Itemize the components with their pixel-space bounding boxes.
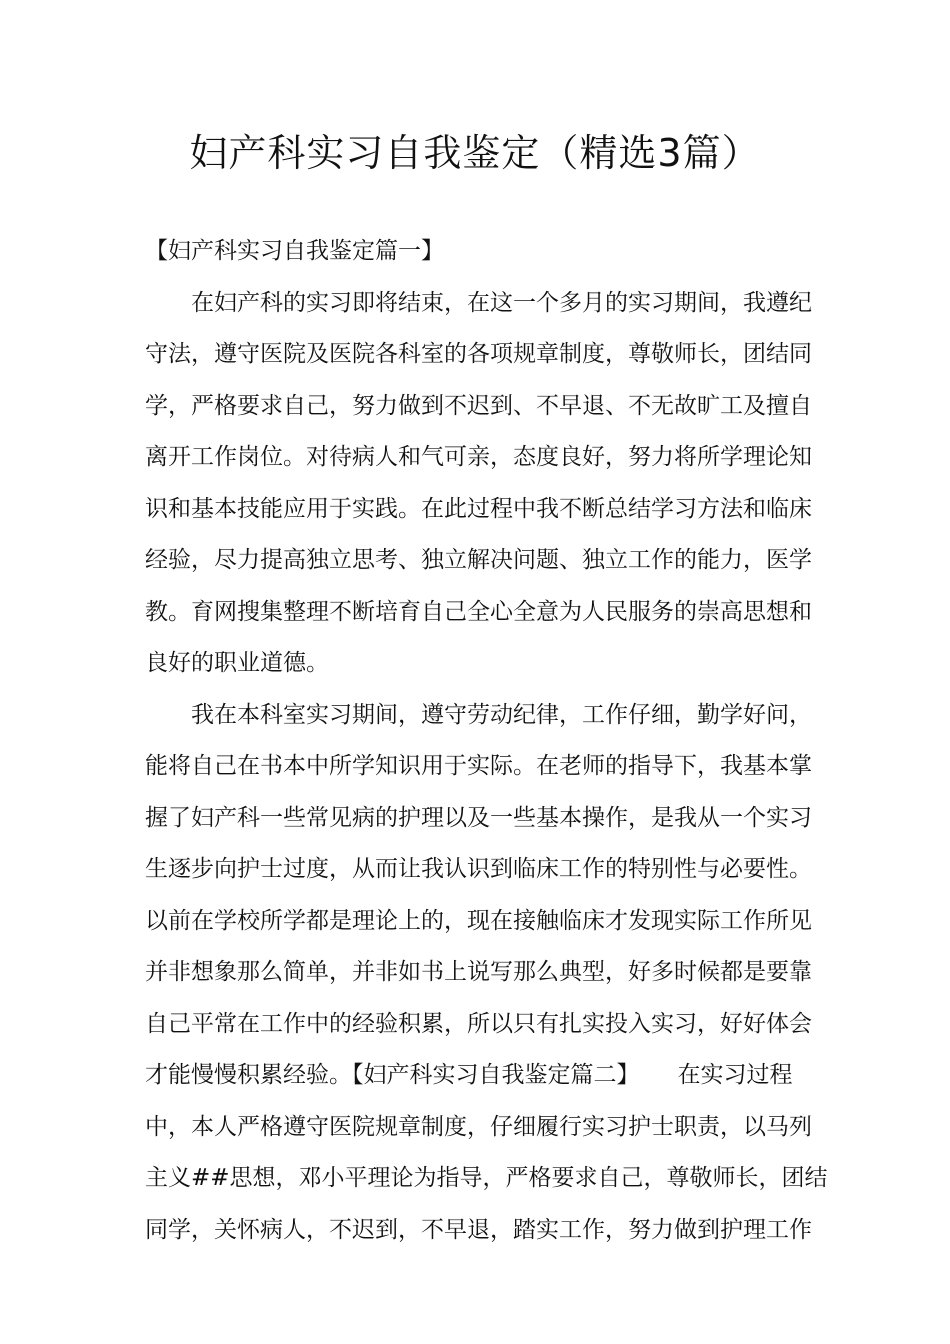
paragraph-line: 以前在学校所学都是理论上的，现在接触临床才发现实际工作所见 <box>145 907 812 934</box>
paragraph-line: 同学，关怀病人，不迟到，不早退，踏实工作，努力做到护理工作 <box>145 1216 812 1243</box>
paragraph-line-with-heading <box>145 1050 805 1102</box>
paragraph-line: 教。育网搜集整理不断培育自己全心全意为人民服务的崇高思想和 <box>145 598 812 625</box>
paragraph-line: 生逐步向护士过度，从而让我认识到临床工作的特别性与必要性。 <box>145 856 812 882</box>
paragraph-line: 良好的职业道德。 <box>145 650 329 676</box>
paragraph-line-end: 在实习过程 <box>677 1062 793 1088</box>
paragraph-line: 守法，遵守医院及医院各科室的各项规章制度，尊敬师长，团结同 <box>145 341 812 367</box>
paragraph-line: 能将自己在书本中所学知识用于实际。在老师的指导下，我基本掌 <box>145 753 812 779</box>
document-body <box>145 226 828 1256</box>
paragraph-line-start: 才能慢慢积累经验。【妇产科实习自我鉴定篇二】 <box>145 1062 640 1088</box>
paragraph-line: 在妇产科的实习即将结束，在这一个多月的实习期间，我遵纪 <box>191 289 812 316</box>
paragraph-line: 经验，尽力提高独立思考、独立解决问题、独立工作的能力，医学 <box>145 547 812 573</box>
paragraph-line: 自己平常在工作中的经验积累，所以只有扎实投入实习，好好体会 <box>145 1010 812 1037</box>
document-title: 妇产科实习自我鉴定（精选3篇） <box>189 131 761 175</box>
paragraph-line: 学，严格要求自己，努力做到不迟到、不早退、不无故旷工及擅自 <box>145 392 812 419</box>
paragraph-line: 离开工作岗位。对待病人和气可亲，态度良好，努力将所学理论知 <box>145 444 812 470</box>
paragraph-line: 中，本人严格遵守医院规章制度，仔细履行实习护士职责，以马列 <box>145 1113 812 1140</box>
paragraph-line: 主义##思想，邓小平理论为指导，严格要求自己，尊敬师长，团结 <box>145 1165 828 1191</box>
paragraph-line: 识和基本技能应用于实践。在此过程中我不断总结学习方法和临床 <box>145 495 812 522</box>
paragraph-line: 并非想象那么简单，并非如书上说写那么典型，好多时候都是要靠 <box>145 959 812 985</box>
paragraph-line: 我在本科室实习期间，遵守劳动纪律，工作仔细，勤学好问， <box>191 701 812 728</box>
section-heading: 【妇产科实习自我鉴定篇一】 <box>145 238 444 264</box>
paragraph-line: 握了妇产科一些常见病的护理以及一些基本操作，是我从一个实习 <box>145 804 812 831</box>
